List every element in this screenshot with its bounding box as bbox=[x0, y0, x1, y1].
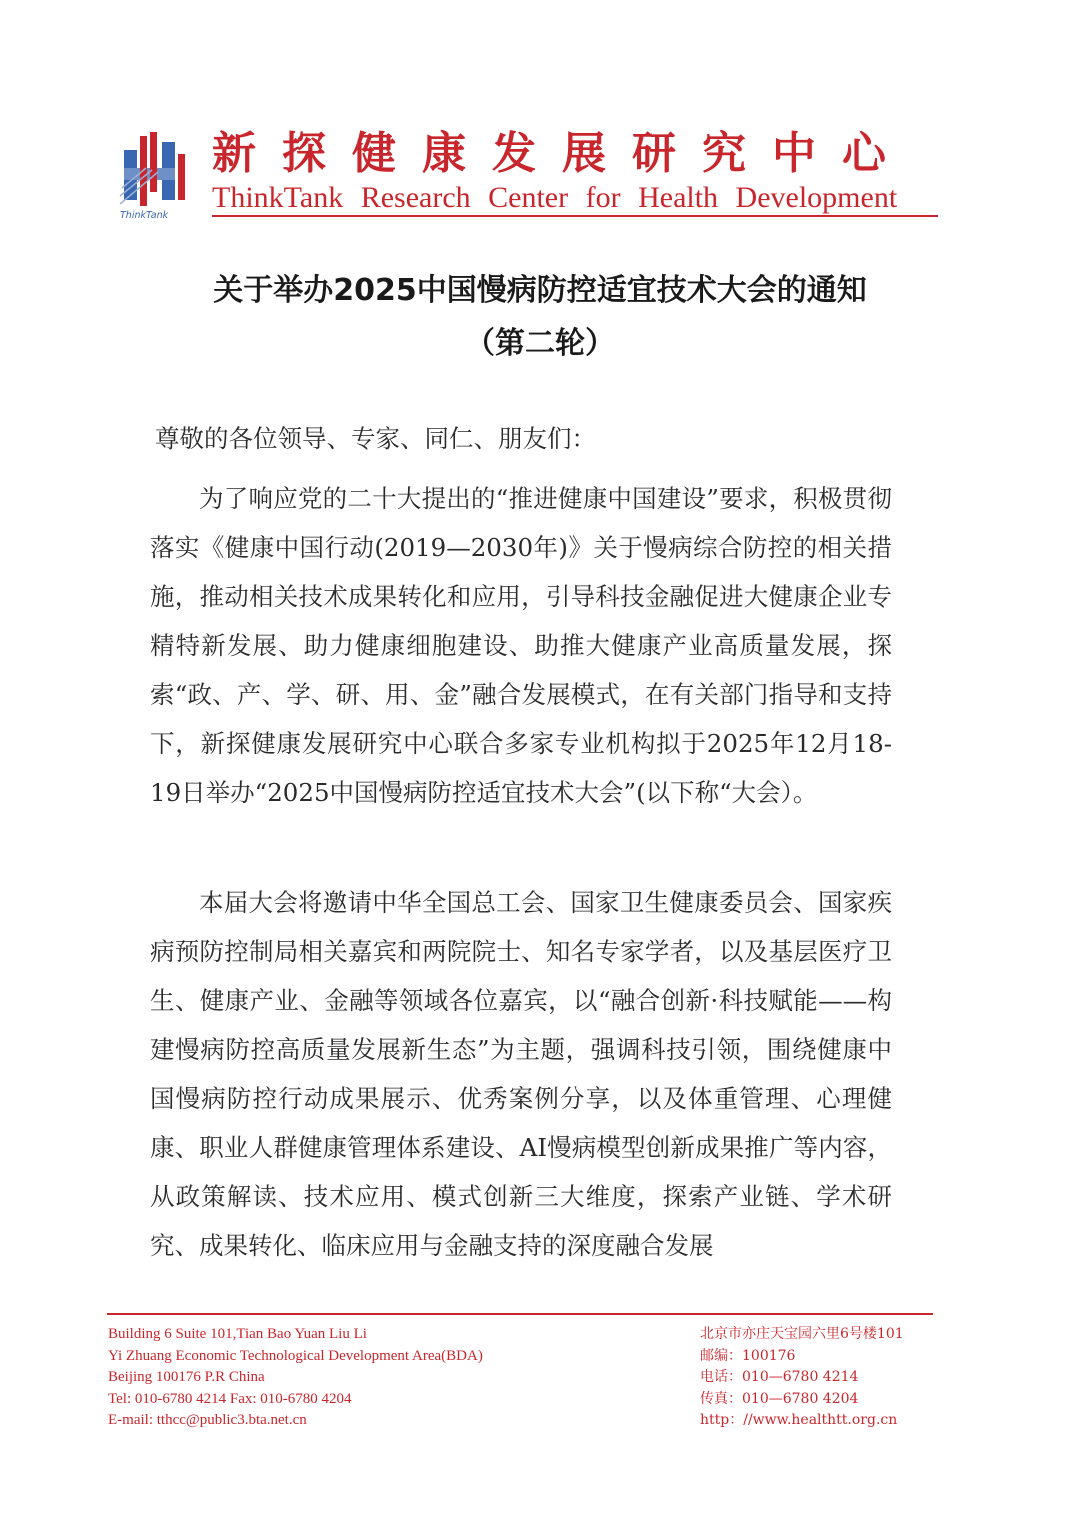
footer-cn-line: 北京市亦庄天宝园六里6号楼101 bbox=[700, 1326, 904, 1342]
notice-subtitle: （第二轮） bbox=[465, 326, 615, 361]
footer-address-en bbox=[108, 1324, 578, 1432]
footer-en-line: Building 6 Suite 101,Tian Bao Yuan Liu Li bbox=[108, 1326, 367, 1342]
notice-title: 关于举办2025中国慢病防控适宜技术大会的通知 bbox=[213, 273, 867, 308]
footer-en-line: Yi Zhuang Economic Technological Development Area(BDA) bbox=[108, 1347, 483, 1364]
logo-text: ThinkTank bbox=[120, 210, 169, 221]
footer-website[interactable]: http：//www.healthtt.org.cn bbox=[700, 1412, 898, 1428]
thinktank-logo bbox=[118, 132, 196, 222]
footer-en-line: Beijing 100176 P.R China bbox=[108, 1369, 265, 1385]
body-paragraph-2: 本届大会将邀请中华全国总工会、国家卫生健康委员会、国家疾病预防控制局相关嘉宾和两院院士、知名专家学者，以及基层医疗卫生、健康产业、金融等领域各位嘉宾，以“融合创新·科技赋能——构建慢病防控高质量发展新生态”为主题，强调科技引领，围绕健康中国慢病防控行动成果展示、优秀案例分享，以及体重管理、心理健康、职业人群健康管理体系建设、AI慢病模型创新成果推广等内容，从政策解读、技术应用、模式创新三大维度，探索产业链、学术研究、成果转化、临床应用与金融支持的深度融合发展 bbox=[150, 888, 892, 1260]
salutation: 尊敬的各位领导、专家、同仁、朋友们： bbox=[155, 424, 596, 453]
footer-cn-line: 电话：010—6780 4214 bbox=[700, 1369, 859, 1385]
body-paragraph-1: 为了响应党的二十大提出的“推进健康中国建设”要求，积极贯彻落实《健康中国行动(2019—2030年)》关于慢病综合防控的相关措施，推动相关技术成果转化和应用，引导科技金融促进大健康企业专精特新发展、助力健康细胞建设、助推大健康产业高质量发展，探索“政、产、学、研、用、金”融合发展模式，在有关部门指导和支持下，新探健康发展研究中心联合多家专业机构拟于2025年12月18-19日举办“2025中国慢病防控适宜技术大会”(以下称“大会）。 bbox=[150, 484, 892, 807]
letterhead-divider bbox=[212, 215, 938, 217]
footer-en-line: Tel: 010-6780 4214 Fax: 010-6780 4204 bbox=[108, 1390, 352, 1407]
footer-divider bbox=[107, 1313, 933, 1315]
footer-cn-line: 传真：010—6780 4204 bbox=[700, 1390, 859, 1407]
footer-cn-line: 邮编：100176 bbox=[700, 1347, 796, 1364]
letterhead bbox=[118, 128, 948, 223]
footer-email[interactable]: E-mail: tthcc@public3.bta.net.cn bbox=[108, 1412, 307, 1428]
org-name-cn: 新探健康发展研究中心 bbox=[212, 128, 912, 179]
footer-address-cn bbox=[700, 1324, 940, 1432]
org-name-en: ThinkTank Research Center for Health Development bbox=[212, 181, 898, 214]
